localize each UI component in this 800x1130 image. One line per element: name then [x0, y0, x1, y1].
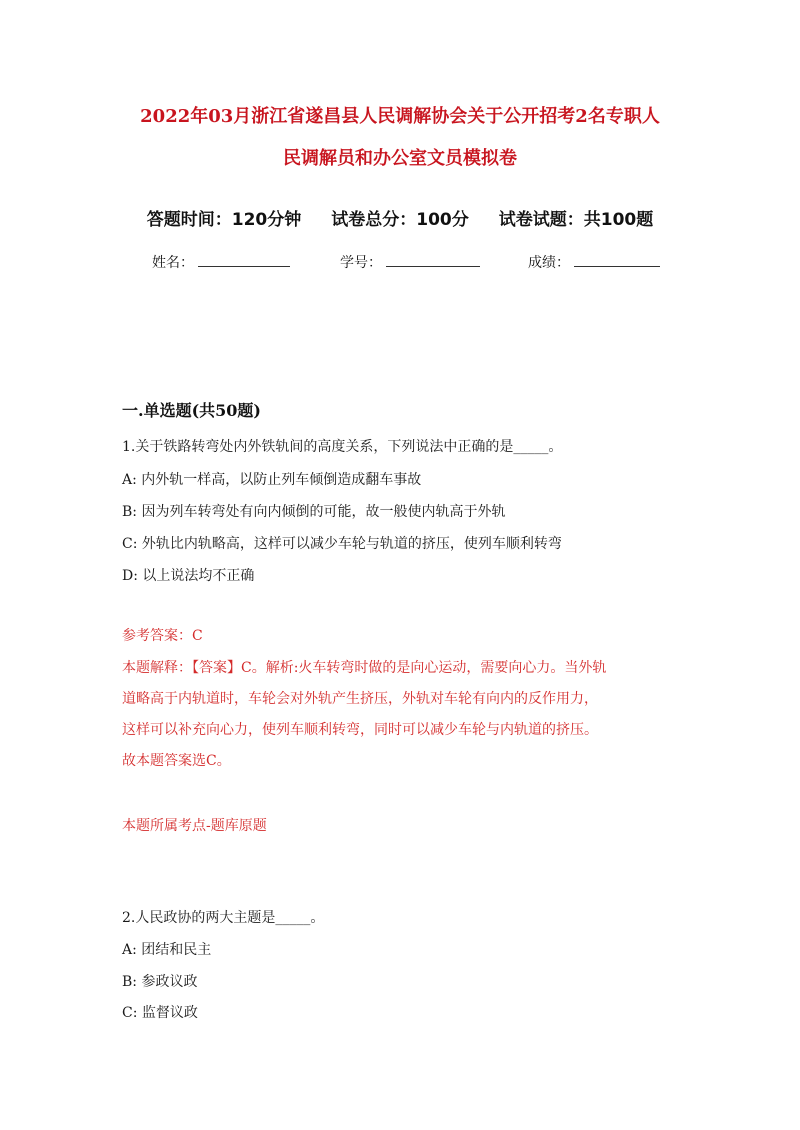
question-1-explanation-line-4: 故本题答案选C。	[122, 753, 231, 769]
exam-title-line-2: 民调解员和办公室文员模拟卷	[283, 148, 517, 169]
name-blank	[198, 252, 290, 267]
question-1-option-b: B: 因为列车转弯处有向内倾倒的可能，故一般使内轨高于外轨	[122, 504, 506, 520]
question-2-stem: 2.人民政协的两大主题是_____。	[122, 910, 325, 926]
question-1-stem: 1.关于铁路转弯处内外铁轨间的高度关系，下列说法中正确的是_____。	[122, 439, 563, 455]
question-1-explanation-line-2: 道略高于内轨道时，车轮会对外轨产生挤压，外轨对车轮有向内的反作用力，	[122, 691, 598, 707]
student-id-blank	[386, 252, 480, 267]
name-label: 姓名：	[152, 255, 194, 271]
exam-title-line-1: 2022年03月浙江省遂昌县人民调解协会关于公开招考2名专职人	[140, 106, 660, 127]
student-id-label: 学号：	[340, 255, 382, 271]
section-heading: 一.单选题(共50题)	[122, 401, 261, 420]
question-1-option-c: C: 外轨比内轨略高，这样可以减少车轮与轨道的挤压，使列车顺利转弯	[122, 536, 562, 552]
question-2-option-b: B: 参政议政	[122, 974, 198, 990]
exam-meta	[0, 209, 800, 231]
question-1-explanation-line-3: 这样可以补充向心力，使列车顺利转弯，同时可以减少车轮与内轨道的挤压。	[122, 722, 598, 738]
question-1-source: 本题所属考点-题库原题	[122, 818, 267, 834]
name-field	[152, 252, 290, 273]
student-id-field	[340, 252, 480, 273]
grade-blank	[574, 252, 660, 267]
question-1-explanation-line-1: 本题解释：【答案】C。解析:火车转弯时做的是向心运动，需要向心力。当外轨	[122, 660, 607, 676]
grade-field	[528, 252, 660, 273]
exam-time: 答题时间：120分钟	[146, 210, 302, 230]
exam-total-score: 试卷总分：100分	[331, 210, 469, 230]
exam-question-count: 试卷试题：共100题	[498, 210, 654, 230]
question-1-option-d: D: 以上说法均不正确	[122, 568, 255, 584]
question-2-option-a: A: 团结和民主	[122, 942, 212, 958]
question-2-option-c: C: 监督议政	[122, 1005, 198, 1021]
question-1-answer: 参考答案：C	[122, 628, 203, 644]
question-1-option-a: A: 内外轨一样高，以防止列车倾倒造成翻车事故	[122, 472, 422, 488]
grade-label: 成绩：	[528, 255, 570, 271]
